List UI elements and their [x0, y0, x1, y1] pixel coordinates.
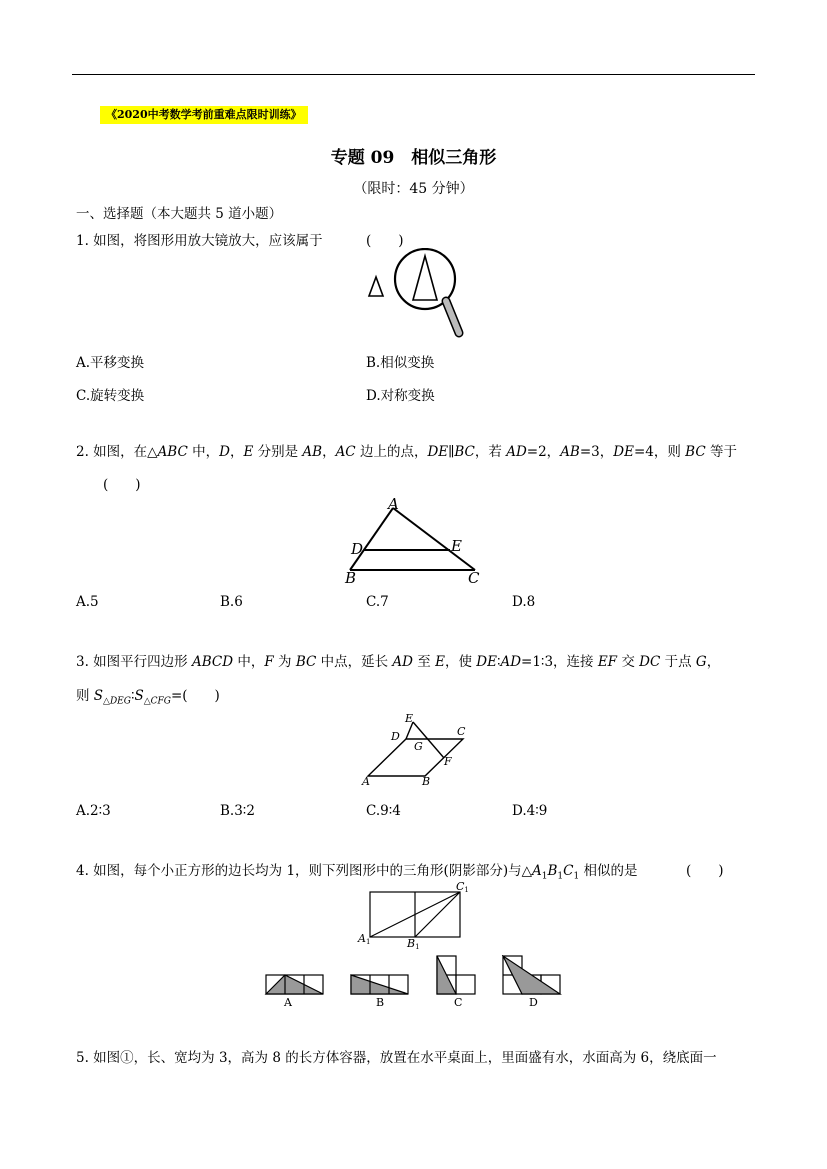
q1-option-c: C.旋转变换: [76, 388, 145, 404]
enlarged-triangle: [413, 256, 437, 300]
figure-c-grid-cell: [456, 975, 475, 994]
q4-grid-figure: [355, 880, 475, 950]
q1-option-d: D.对称变换: [366, 388, 435, 404]
q5-stem: 5. 如图①，长、宽均为 3，高为 8 的长方体容器，放置在水平桌面上，里面盛有水，水面高为 6，绕底面一: [76, 1050, 717, 1066]
q1-magnifier-figure: [355, 248, 475, 343]
q2-option-d: D.8: [512, 594, 536, 610]
q4-figure-c: [437, 956, 475, 1009]
q4-option-figures: [260, 955, 580, 1010]
q2-option-c: C.7: [366, 594, 389, 610]
label-c: C: [468, 569, 480, 586]
segment-b1c1: [415, 892, 460, 937]
q3-answer-paren: =( ): [170, 688, 220, 704]
q3-stem-line2: 则 $S_{\triangle DEG}∶S_{\triangle CFG}=$( ): [76, 688, 220, 707]
label-e: E: [405, 712, 414, 725]
q4-option-d-label: D: [529, 996, 538, 1009]
series-banner: 《2020中考数学考前重难点限时训练》: [100, 106, 308, 124]
q2-option-b: B.6: [220, 594, 243, 610]
small-triangle: [369, 277, 383, 296]
time-limit: （限时：45 分钟）: [353, 181, 474, 197]
q4-figure-d: [503, 956, 560, 1009]
header-rule: [72, 74, 755, 75]
section-heading: 一、选择题（本大题共 5 道小题）: [76, 206, 283, 222]
label-g: G: [414, 740, 423, 753]
q2-option-a: A.5: [76, 594, 99, 610]
label-a1: A1: [358, 932, 371, 946]
q4-figure-a: [266, 975, 323, 1009]
page-title: 专题 09 相似三角形: [330, 148, 497, 168]
q2-answer-paren: ( ): [103, 477, 141, 493]
side-ac: [393, 508, 475, 570]
q3-option-a: A.2∶3: [76, 803, 111, 819]
q1-option-a: A.平移变换: [76, 355, 145, 371]
q3-parallelogram-figure: [355, 710, 480, 790]
q3-option-d: D.4∶9: [512, 803, 548, 819]
q3-option-c: C.9∶4: [366, 803, 401, 819]
label-d: D: [351, 540, 364, 558]
q4-option-c-label: C: [454, 996, 463, 1009]
q3-stem: 3. 如图平行四边形 ABCD 中，F 为 BC 中点，延长 AD 至 E，使 DE∶AD=1∶3，连接 EF 交 DC 于点 G，: [76, 654, 721, 670]
q4-option-a-label: A: [284, 996, 292, 1009]
side-ab: [350, 508, 393, 570]
label-d: D: [391, 730, 400, 743]
q4-stem: 4. 如图，每个小正方形的边长均为 1，则下列图形中的三角形(阴影部分)与$\triangle A_1B_1C_1$ 相似的是: [76, 863, 638, 882]
q4-answer-paren: ( ): [686, 863, 724, 879]
q4-figure-b: [351, 975, 408, 1009]
q1-stem: 1. 如图，将图形用放大镜放大，应该属于: [76, 233, 323, 249]
q2-triangle-figure: [340, 494, 490, 586]
label-b: B: [422, 775, 431, 788]
q3-option-b: B.3∶2: [220, 803, 255, 819]
label-e: E: [451, 537, 462, 555]
label-a: A: [362, 775, 370, 788]
label-c1: C1: [456, 880, 469, 894]
label-b: B: [345, 569, 357, 586]
q1-answer-paren: ( ): [366, 233, 404, 249]
q4-option-b-label: B: [376, 996, 385, 1009]
q2-stem: 2. 如图，在△ABC 中，D，E 分别是 AB，AC 边上的点，DE∥BC，若 AD=2，AB=3，DE=4，则 BC 等于: [76, 444, 737, 460]
q1-option-b: B.相似变换: [366, 355, 435, 371]
label-b1: B1: [407, 937, 420, 950]
label-f: F: [444, 755, 452, 768]
label-c: C: [457, 725, 466, 738]
label-a: A: [388, 495, 399, 513]
